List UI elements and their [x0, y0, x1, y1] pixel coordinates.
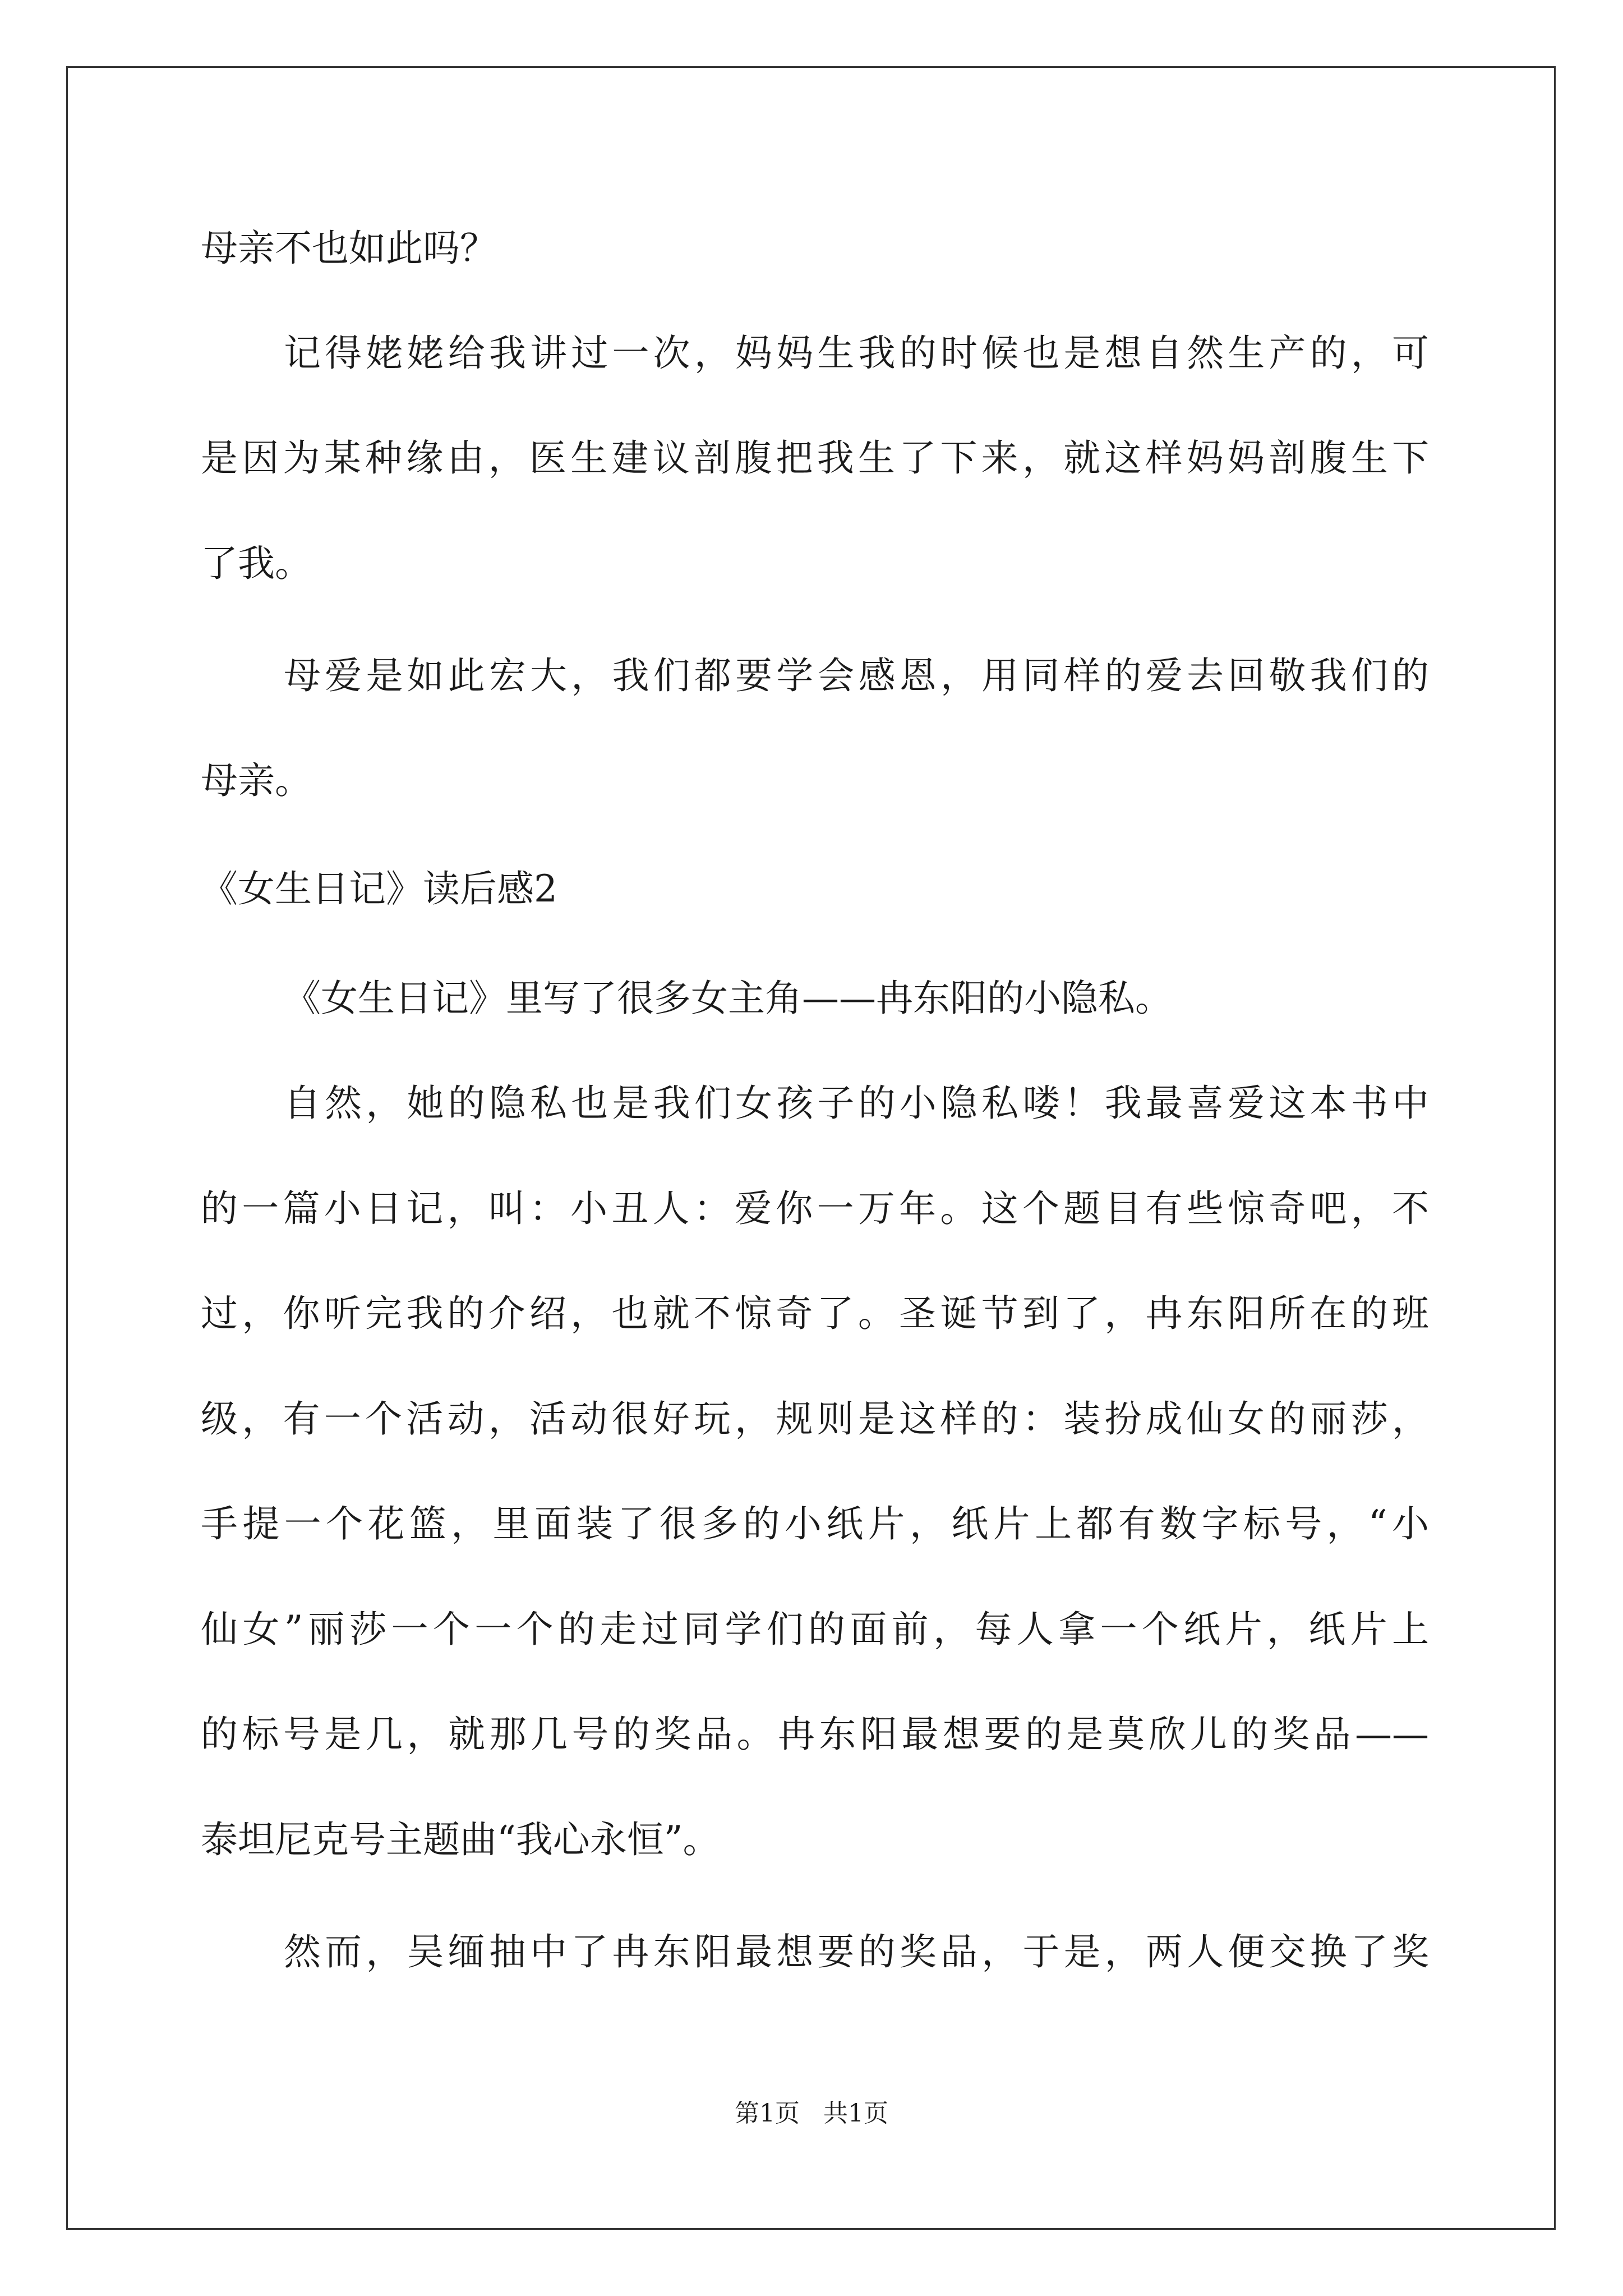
text-line: 母亲。 — [201, 759, 312, 802]
page-number: 第1页 共1页 — [735, 2099, 888, 2128]
text-line: 母亲不也如此吗？ — [201, 227, 497, 270]
text-line: 手提一个花篮，里面装了很多的小纸片，纸片上都有数字标号，“小 — [201, 1502, 1429, 1545]
text-line: 的标号是几，就那几号的奖品。冉东阳最想要的是莫欣儿的奖品—— — [201, 1713, 1429, 1756]
text-line: 级，有一个活动，活动很好玩，规则是这样的：装扮成仙女的丽莎， — [201, 1397, 1429, 1441]
section-heading: 《女生日记》读后感2 — [201, 867, 557, 910]
text-line: 仙女”丽莎一个一个的走过同学们的面前，每人拿一个纸片，纸片上 — [201, 1608, 1429, 1651]
page-border — [66, 66, 1556, 2230]
text-line: 自然，她的隐私也是我们女孩子的小隐私喽！我最喜爱这本书中 — [284, 1082, 1429, 1125]
text-line: 记得姥姥给我讲过一次，妈妈生我的时候也是想自然生产的，可 — [284, 332, 1429, 375]
text-line: 过，你听完我的介绍，也就不惊奇了。圣诞节到了，冉东阳所在的班 — [201, 1292, 1429, 1335]
text-line: 《女生日记》里写了很多女主角——冉东阳的小隐私。 — [284, 977, 1172, 1020]
text-line: 泰坦尼克号主题曲“我心永恒”。 — [201, 1818, 720, 1861]
text-line: 然而，吴缅抽中了冉东阳最想要的奖品，于是，两人便交换了奖 — [284, 1930, 1429, 1973]
text-line: 母爱是如此宏大，我们都要学会感恩，用同样的爱去回敬我们的 — [284, 654, 1429, 697]
text-line: 了我。 — [201, 542, 312, 585]
text-line: 是因为某种缘由，医生建议剖腹把我生了下来，就这样妈妈剖腹生下 — [201, 436, 1429, 480]
text-line: 的一篇小日记，叫：小丑人：爱你一万年。这个题目有些惊奇吧，不 — [201, 1187, 1429, 1230]
